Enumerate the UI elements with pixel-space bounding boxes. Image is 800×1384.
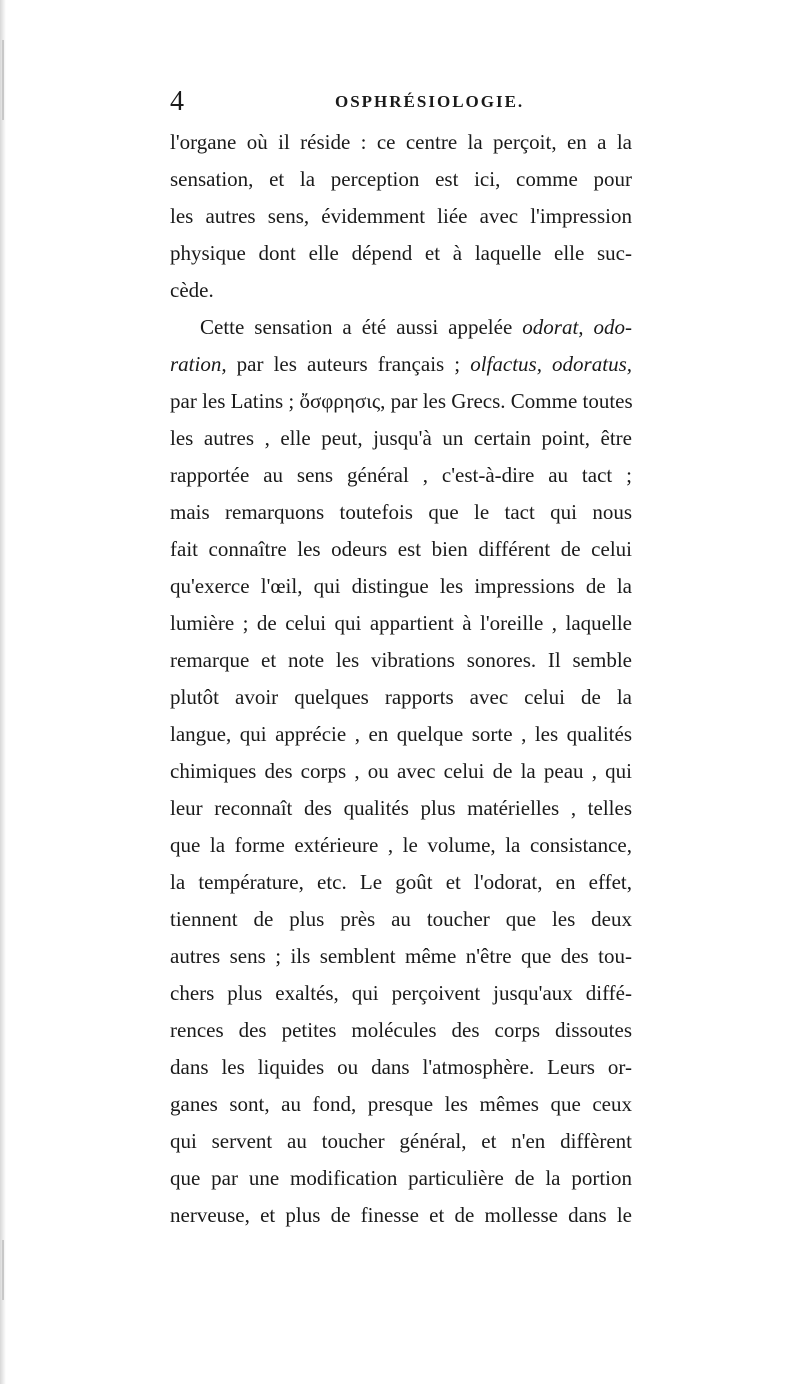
text-line: que la forme extérieure , le volume, la consistance, [170,833,632,857]
text-line: les autres , elle peut, jusqu'à un certain point, être [170,426,632,450]
text-line: chimiques des corps , ou avec celui de la peau , qui [170,759,632,783]
text-line: tiennent de plus près au toucher que les deux [170,907,632,931]
running-title: OSPHRÉSIOLOGIE. [335,92,525,111]
italic-term: odorat, odo- [522,315,633,339]
text-line: par les Latins ; ὄσφρησις, par les Grecs. Comme toutes [170,389,633,413]
text-line: plutôt avoir quelques rapports avec celui de la [170,685,632,709]
text-line: leur reconnaît des qualités plus matérielles , telles [170,796,632,820]
text-line: sensation, et la perception est ici, comme pour [170,167,632,191]
body-text [170,124,632,1234]
page-header [170,88,630,118]
text-line: les autres sens, évidemment liée avec l'impression [170,204,632,228]
text-line: qu'exerce l'œil, qui distingue les impressions de la [170,574,632,598]
page-gutter-shadow [0,0,6,1384]
text-line: mais remarquons toutefois que le tact qui nous [170,500,632,524]
text-line: dans les liquides ou dans l'atmosphère. Leurs or- [170,1055,632,1079]
text-line: rapportée au sens général , c'est-à-dire au tact ; [170,463,632,487]
text-line: remarque et note les vibrations sonores. Il semble [170,648,632,672]
text-line: fait connaître les odeurs est bien différent de celui [170,537,632,561]
text-line: rences des petites molécules des corps dissoutes [170,1018,632,1042]
text-line: nerveuse, et plus de finesse et de mollesse dans le [170,1203,632,1227]
text-line: langue, qui apprécie , en quelque sorte , les qualités [170,722,632,746]
text-line: autres sens ; ils semblent même n'être que des tou- [170,944,632,968]
page-number: 4 [170,86,184,117]
italic-term: olfactus, odoratus, [470,352,632,376]
text-line: l'organe où il réside : ce centre la perçoit, en a la [170,130,632,154]
gutter-mark [2,40,4,120]
text-line: la température, etc. Le goût et l'odorat, en effet, [170,870,632,894]
text-line: que par une modification particulière de la portion [170,1166,632,1190]
text-line: qui servent au toucher général, et n'en diffèrent [170,1129,632,1153]
text-line: chers plus exaltés, qui perçoivent jusqu'aux diffé- [170,981,632,1005]
text-line: lumière ; de celui qui appartient à l'oreille , laquelle [170,611,632,635]
text-line-italic-terms: Cette sensation a été aussi appelée odorat, odo- [200,315,633,339]
text-line: physique dont elle dépend et à laquelle elle suc- [170,241,632,265]
text-line: ganes sont, au fond, presque les mêmes que ceux [170,1092,632,1116]
text-line-italic-terms: ration, par les auteurs français ; olfactus, odoratus, [170,352,632,376]
gutter-mark [2,1240,4,1300]
text-line: cède. [170,278,214,302]
italic-term: ration, [170,352,227,376]
